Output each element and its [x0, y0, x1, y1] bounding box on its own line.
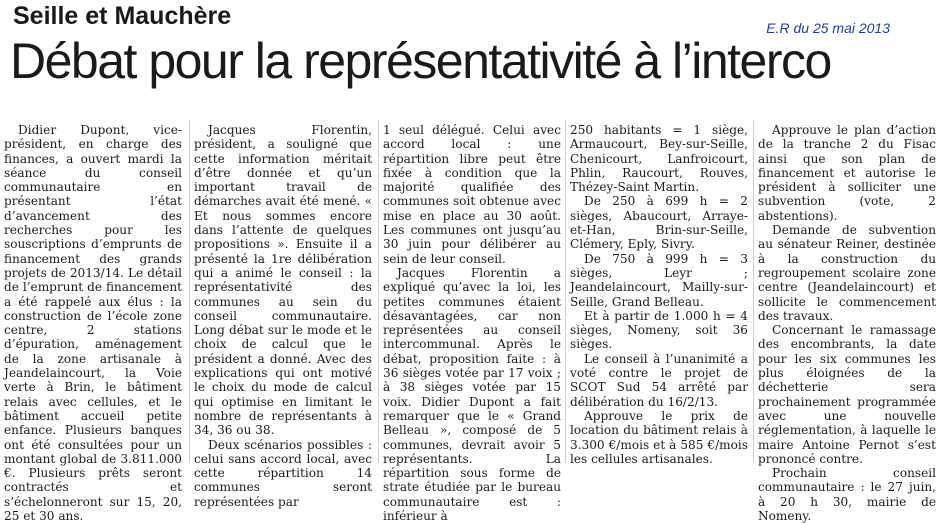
paragraph: 250 habitants = 1 siège, Armaucourt, Bey-sur-Seille, Chenicourt, Lanfroicourt, Phlin, Raucourt, Rouves, Thézey-Saint Martin.	[570, 123, 748, 195]
paragraph: Approuve le prix de location du bâtiment relais à 3.300 €/mois et à 585 €/mois les cellules artisanales.	[570, 408, 748, 466]
article-column-5	[758, 123, 936, 523]
article-headline: Débat pour la représentativité à l’interco	[10, 33, 831, 89]
paragraph: Jacques Florentin a expliqué qu’avec la loi, les petites communes étaient désavantagées, car non représentées au conseil intercommunal. Après le débat, proposition faite : à 36 sièges votée par 17 voix ; à 38 sièges votée par 15 voix. Didier Dupont a fait remarquer que le « Grand Belleau », composé de 5 communes, devrait avoir 5 représentants. La répartition sous forme de strate étudiée par le bureau communautaire est : inférieur à	[383, 265, 561, 523]
paragraph: Prochain conseil communautaire : le 27 juin, à 20 h 30, mairie de Nomeny.	[758, 466, 936, 523]
article-column-3	[383, 123, 561, 523]
column-divider	[378, 120, 379, 463]
paragraph: Le conseil à l’unanimité a voté contre le projet de SCOT Sud 54 arrêté par délibération du 16/2/13.	[570, 351, 748, 409]
paragraph: Jacques Florentin, président, a souligné que cette information méritait d’être donnée et qu’un important travail de démarches avait été mené. « Et nous sommes encore dans l’attente de quelques propositions ». Ensuite il a présenté la 1re délibération qui a animé le conseil : la représentativité des communes au sein du conseil communautaire. Long débat sur le mode et le choix de calcul que le président a donné. Avec des explications qui ont motivé le choix du mode de calcul qui optimise en limitant le nombre de représentants à 34, 36 ou 38.	[194, 123, 372, 438]
column-divider	[189, 120, 190, 463]
paragraph: Et à partir de 1.000 h = 4 sièges, Nomeny, soit 36 sièges.	[570, 308, 748, 352]
column-divider	[565, 120, 566, 463]
paragraph: Concernant le ramassage des encombrants, la date pour les six communes les plus éloignées de la déchetterie sera prochainement programmée avec une nouvelle réglementation, à laquelle le maire Antoine Pernot s’est prononcé contre.	[758, 323, 936, 466]
paragraph: Approuve le plan d’action de la tranche 2 du Fisac ainsi que son plan de financement et autorise le président à solliciter une subvention (vote, 2 abstentions).	[758, 123, 936, 223]
article-column-1	[4, 123, 182, 523]
paragraph: Didier Dupont, vice-président, en charge des finances, a ouvert mardi la séance du conseil communautaire en présentant l’état d’avancement des recherches pour les souscriptions d’emprunts de financement des grands projets de 2013/14. Le détail de l’emprunt de financement a été rappelé aux élus : la construction de l’école zone centre, 2 stations d’épuration, aménagement de la zone artisanale à Jeandelaincourt, la Voie verte à Brin, le bâtiment relais avec cellules, et le bâtiment accueil petite enfance. Plusieurs banques ont été consultées pour un montant global de 3.811.000 €. Plusieurs prêts seront contractés et s’échelonneront sur 15, 20, 25 et 30 ans.	[4, 123, 182, 523]
paragraph: De 250 à 699 h = 2 sièges, Abaucourt, Arraye-et-Han, Brin-sur-Seille, Clémery, Eply, Sivry.	[570, 194, 748, 252]
paragraph: 1 seul délégué. Celui avec accord local : une répartition libre peut être fixée à condition que la majorité qualifiée des communes soit obtenue avec mise en place au 30 août. Les communes ont jusqu’au 30 juin pour délibérer au sein de leur conseil.	[383, 123, 561, 266]
column-divider	[753, 120, 754, 463]
article-column-2	[194, 123, 372, 509]
article-column-4	[570, 123, 748, 466]
source-date: E.R du 25 mai 2013	[766, 20, 890, 36]
paragraph: Demande de subvention au sénateur Reiner, destinée à la construction du regroupement scolaire zone centre (Jeandelaincourt) et sollicite le commencement des travaux.	[758, 223, 936, 323]
paragraph: De 750 à 999 h = 3 sièges, Leyr ; Jeandelaincourt, Mailly-sur-Seille, Grand Belleau.	[570, 251, 748, 309]
paragraph: Deux scénarios possibles : celui sans accord local, avec cette répartition 14 communes seront représentées par	[194, 437, 372, 509]
article-kicker: Seille et Mauchère	[13, 2, 232, 30]
